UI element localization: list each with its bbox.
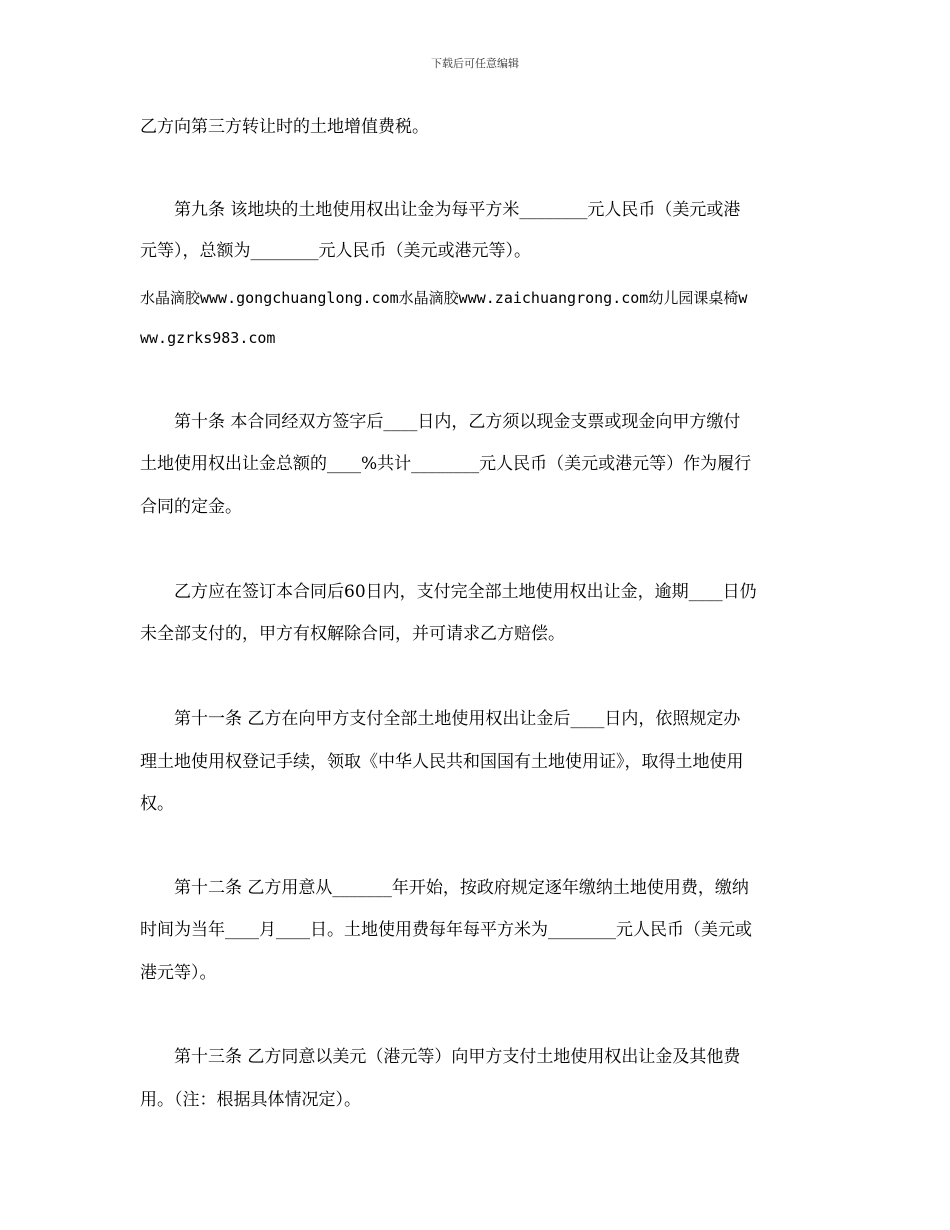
- article-10-line-3: 合同的定金。: [140, 497, 242, 517]
- article-11-line-2: 理土地使用权登记手续，领取《中华人民共和国国有土地使用证》，取得土地使用: [140, 752, 744, 772]
- article-10-line-1: 第十条 本合同经双方签字后____日内，乙方须以现金支票或现金向甲方缴付: [140, 412, 741, 432]
- article-10-line-2: 土地使用权出让金总额的____%共计________元人民币（美元或港元等）作为履行: [140, 454, 752, 474]
- web-links-line-1: 水晶滴胶www.gongchuanglong.com水晶滴胶www.zaichuangrong.com幼儿园课桌椅w: [140, 289, 748, 307]
- payment-clause-line-2: 未全部支付的，甲方有权解除合同，并可请求乙方赔偿。: [140, 624, 565, 644]
- article-13-line-2: 用。（注：根据具体情况定）。: [140, 1090, 361, 1110]
- web-links-line-2: ww.gzrks983.com: [140, 329, 276, 347]
- article-11-line-3: 权。: [140, 794, 174, 814]
- article-11-line-1: 第十一条 乙方在向甲方支付全部土地使用权出让金后____日内，依照规定办: [140, 709, 741, 729]
- article-12-line-3: 港元等）。: [140, 963, 217, 983]
- article-12-line-2: 时间为当年____月____日。土地使用费每年每平方米为________元人民币（美元或: [140, 920, 752, 940]
- article-9-line-2: 元等），总额为________元人民币（美元或港元等）。: [140, 241, 531, 261]
- article-9-line-1: 第九条 该地块的土地使用权出让金为每平方米________元人民币（美元或港: [140, 200, 741, 220]
- text-line: 乙方向第三方转让时的土地增值费税。: [140, 117, 429, 137]
- payment-clause-line-1: 乙方应在签订本合同后60日内，支付完全部土地使用权出让金，逾期____日仍: [140, 582, 757, 602]
- article-12-line-1: 第十二条 乙方用意从_______年开始，按政府规定逐年缴纳土地使用费，缴纳: [140, 878, 749, 898]
- article-13-line-1: 第十三条 乙方同意以美元（港元等）向甲方支付土地使用权出让金及其他费: [140, 1047, 741, 1067]
- page-header: 下载后可任意编辑: [431, 57, 519, 70]
